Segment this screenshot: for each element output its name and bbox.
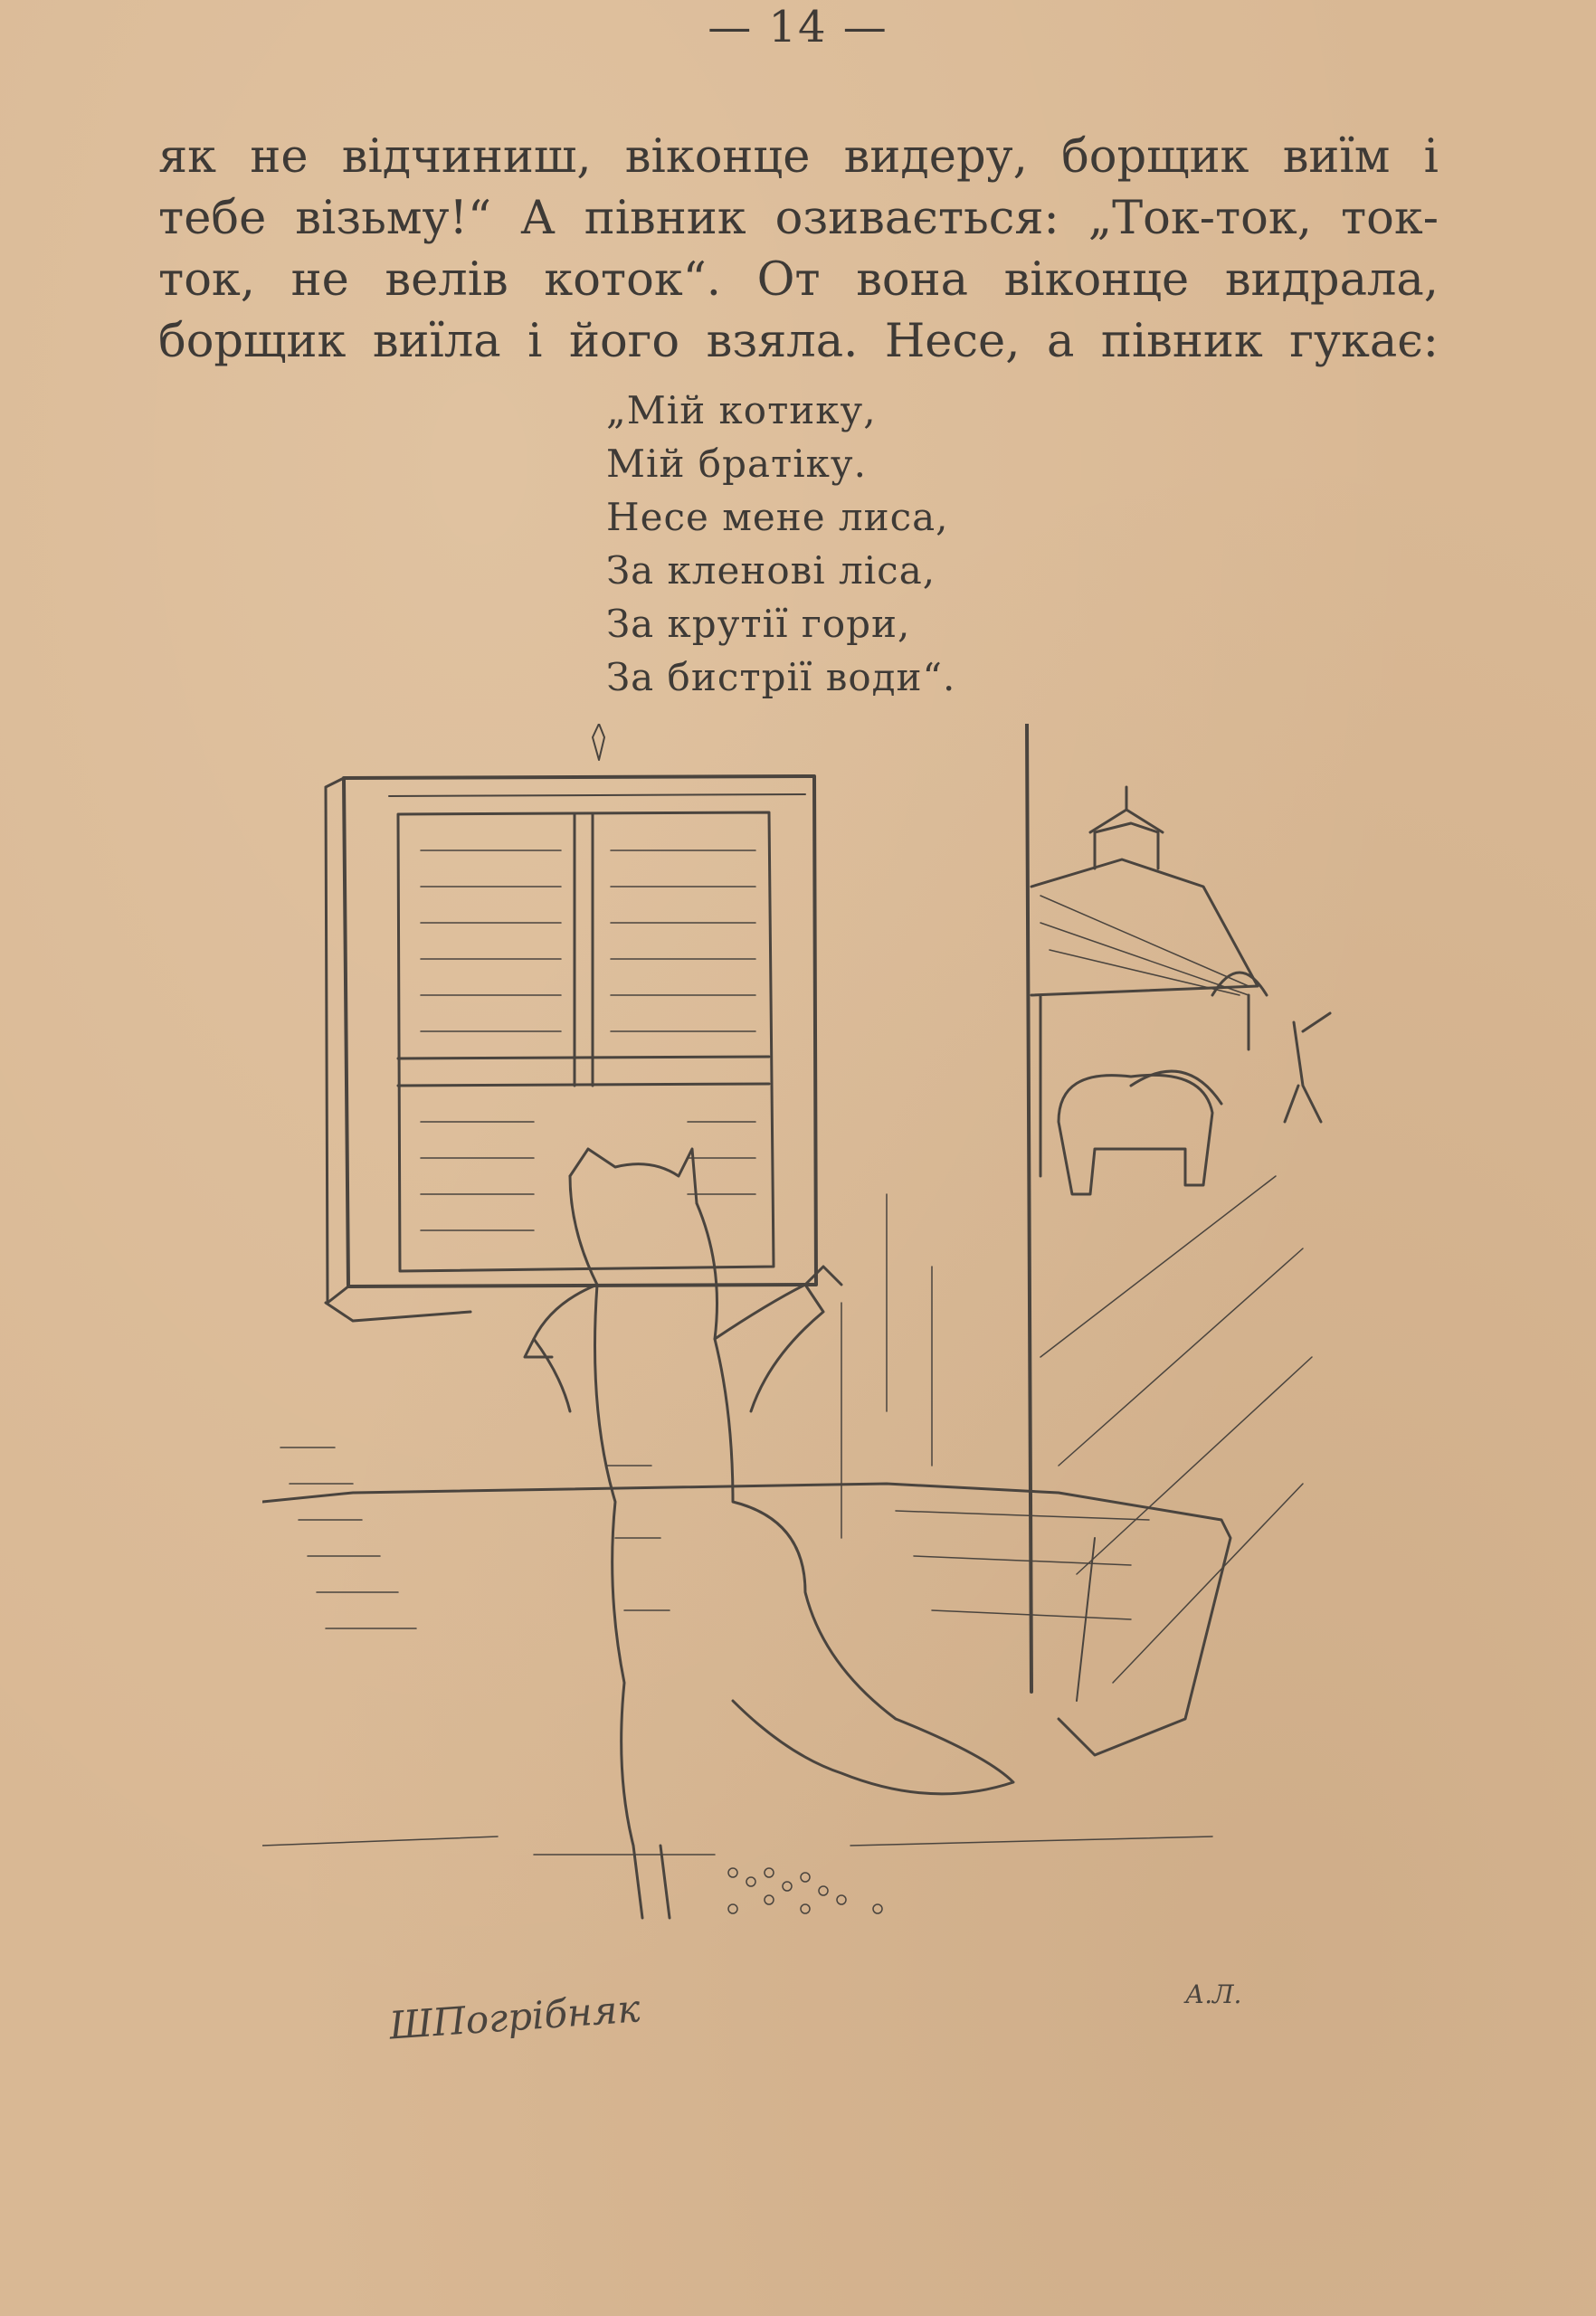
prose-line: ток, не велів коток“. От вона віконце видрала, (158, 253, 1439, 307)
page-number: — 14 — (708, 2, 888, 52)
fox-figure (525, 1149, 1013, 1918)
verse-block (606, 384, 955, 704)
prose-line: тебе візьму!“ А півник озивається: „Ток-ток, ток- (158, 192, 1439, 245)
wall-hatching (280, 1194, 932, 1628)
prose-line: борщик виїла і його взяла. Несе, а півник гукає: (158, 315, 1439, 368)
artist-signature-right: А.Л. (1185, 1979, 1242, 2009)
prose-line: як не відчиниш, віконце видеру, борщик виїм і (158, 130, 1439, 184)
verse-line: Несе мене лиса, (606, 495, 949, 539)
verse-line: „Мій котику, (606, 388, 877, 432)
hook-ornament (593, 724, 604, 760)
fox-at-window-illustration (262, 724, 1366, 2189)
verse-line: Мій братіку. (606, 441, 867, 486)
verse-line: За кленові ліса, (606, 548, 936, 593)
background-barn (1031, 787, 1330, 1683)
wall-corner-line (1027, 724, 1031, 1692)
verse-line: За бистрії води“. (606, 655, 956, 699)
artist-signature-left: ШПогрібняк (387, 1986, 641, 2048)
window-frame (326, 776, 816, 1321)
verse-line: За крутії гори, (606, 602, 911, 646)
ground-pebbles (262, 1837, 1212, 1913)
prose-paragraph (158, 127, 1439, 373)
